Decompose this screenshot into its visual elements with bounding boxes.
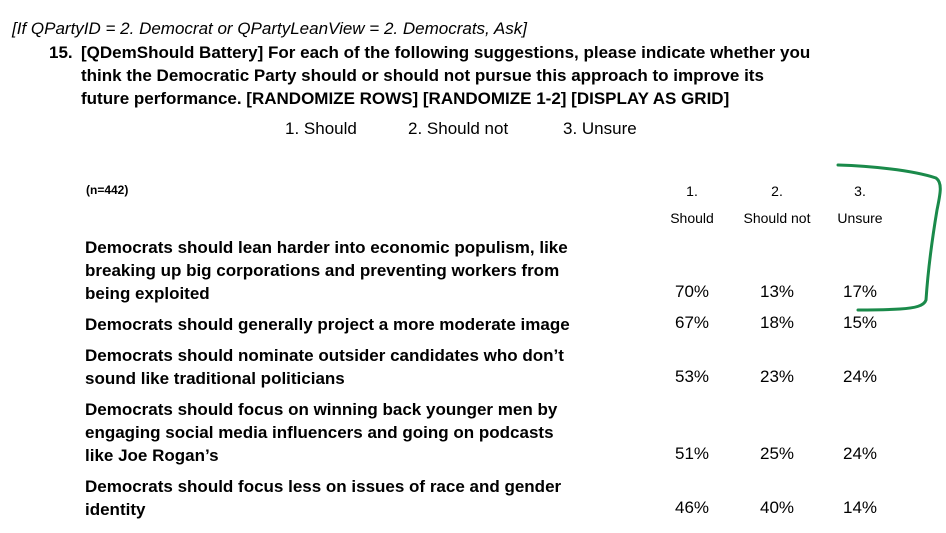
cell-should-not: 25% (759, 444, 795, 463)
cell-should: 67% (674, 313, 710, 332)
cell-unsure: 14% (842, 498, 878, 517)
cell-should: 46% (674, 498, 710, 517)
skip-logic-condition: [If QPartyID = 2. Democrat or QPartyLeanView = 2. Democrats, Ask] (12, 19, 527, 38)
cell-should: 51% (674, 444, 710, 463)
cell-unsure: 24% (842, 367, 878, 386)
row-label-line: like Joe Rogan’s (85, 446, 219, 465)
question-text-line-2: think the Democratic Party should or should not pursue this approach to improve its (81, 66, 764, 85)
sample-size-label: (n=442) (86, 183, 129, 197)
cell-should-not: 13% (759, 282, 795, 301)
cell-should-not: 18% (759, 313, 795, 332)
column-number-should: 1. (686, 183, 698, 199)
scale-option-should: 1. Should (285, 119, 357, 138)
cell-should: 53% (674, 367, 710, 386)
cell-unsure: 17% (842, 282, 878, 301)
scale-option-should-not: 2. Should not (408, 119, 509, 138)
row-label-line: engaging social media influencers and going on podcasts (85, 423, 554, 442)
column-label-should-not: Should not (743, 210, 811, 226)
cell-should: 70% (674, 282, 710, 301)
row-label-line: identity (85, 500, 146, 519)
row-label-line: sound like traditional politicians (85, 369, 345, 388)
column-label-should: Should (670, 210, 714, 226)
question-number: 15. (49, 43, 73, 62)
cell-should-not: 40% (759, 498, 795, 517)
question-text-line-3: future performance. [RANDOMIZE ROWS] [RANDOMIZE 1-2] [DISPLAY AS GRID] (81, 89, 730, 108)
row-label-line: being exploited (85, 284, 210, 303)
column-number-unsure: 3. (854, 183, 866, 199)
cell-unsure: 24% (842, 444, 878, 463)
question-text-line-1: [QDemShould Battery] For each of the following suggestions, please indicate whether you (81, 43, 811, 62)
row-label-line: Democrats should nominate outsider candidates who don’t (85, 346, 564, 365)
column-number-should-not: 2. (771, 183, 783, 199)
row-label-line: Democrats should focus on winning back younger men by (85, 400, 558, 419)
scale-option-unsure: 3. Unsure (563, 119, 637, 138)
row-label-line: Democrats should generally project a more moderate image (85, 315, 570, 334)
cell-should-not: 23% (759, 367, 795, 386)
row-label-line: Democrats should focus less on issues of race and gender (85, 477, 562, 496)
column-label-unsure: Unsure (837, 210, 883, 226)
cell-unsure: 15% (842, 313, 878, 332)
row-label-line: Democrats should lean harder into economic populism, like (85, 238, 568, 257)
row-label-line: breaking up big corporations and preventing workers from (85, 261, 560, 280)
